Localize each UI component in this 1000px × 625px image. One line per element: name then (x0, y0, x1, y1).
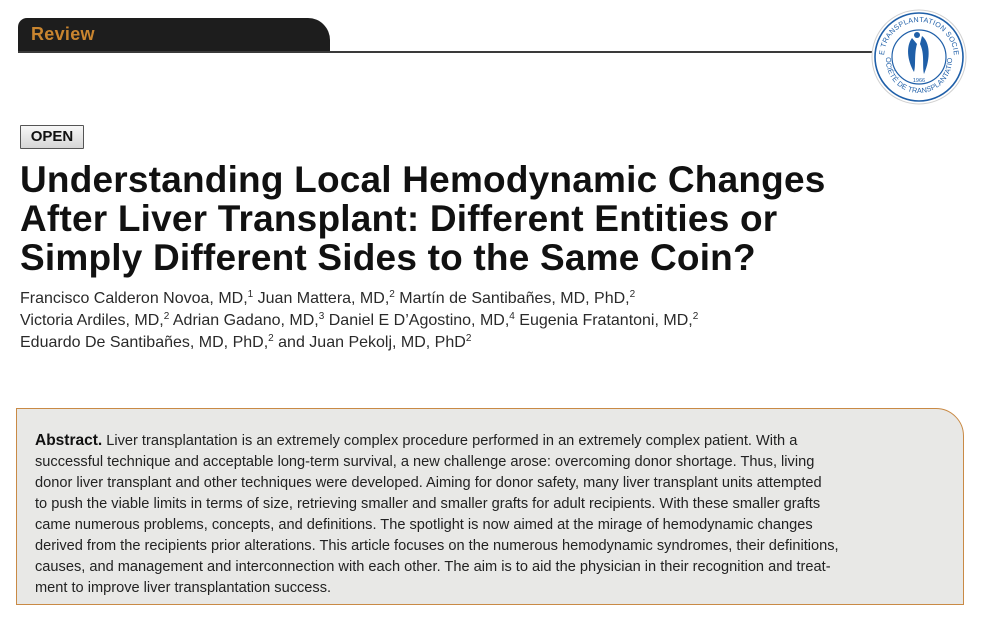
author-name: Eduardo De Santibañes, MD, PhD, (20, 334, 269, 351)
abstract-line: ment to improve liver transplantation success. (35, 580, 332, 596)
abstract-line-text: Liver transplantation is an extremely complex procedure performed in an extremely complex patient. With a (106, 433, 798, 449)
author-line (20, 332, 940, 354)
author-line (20, 288, 940, 310)
author-name: Adrian Gadano, MD, (172, 312, 319, 329)
author-name: Juan Mattera, MD, (257, 290, 390, 307)
title-line: After Liver Transplant: Different Entities or (20, 198, 778, 239)
affiliation-mark: 2 (268, 333, 274, 344)
affiliation-mark: 4 (509, 311, 515, 322)
author-name: Daniel E D’Agostino, MD, (328, 312, 510, 329)
author-name: Martín de Santibañes, MD, PhD, (399, 290, 630, 307)
affiliation-mark: 2 (465, 333, 472, 344)
abstract-line: causes, and management and interconnection with each other. The aim is to aid the physician in their recognition and treat- (35, 559, 831, 575)
header-divider (18, 51, 878, 53)
logo-ring-text-top: E TRANSPLANTATION SOCIE (877, 14, 962, 56)
transplantation-society-logo-icon (870, 8, 968, 106)
author-name: Francisco Calderon Novoa, MD, (20, 290, 248, 307)
section-header-bar (18, 18, 330, 51)
title-line: Understanding Local Hemodynamic Changes (20, 159, 826, 200)
abstract-line: successful technique and acceptable long-term survival, a new challenge arose: overcoming donor shortage. Thus, living (35, 454, 815, 470)
affiliation-mark: 2 (163, 311, 170, 322)
title-line: Simply Different Sides to the Same Coin? (20, 237, 756, 278)
abstract-label: Abstract. (35, 432, 103, 449)
abstract-line: came numerous problems, concepts, and definitions. The spotlight is now aimed at the mirage of hemodynamic changes (35, 517, 813, 533)
logo-ring-text-bottom: OCIÉTÉ DE TRANSPLANTATIO (883, 57, 955, 96)
affiliation-mark: 3 (318, 311, 325, 322)
abstract-line (35, 430, 953, 452)
logo-year: 1966 (912, 78, 926, 84)
affiliation-mark: 2 (629, 289, 636, 300)
affiliation-mark: 2 (692, 311, 699, 322)
abstract-text (35, 430, 953, 599)
author-list (20, 288, 940, 354)
author-name: and Juan Pekolj, MD, PhD (278, 334, 466, 351)
affiliation-mark: 2 (389, 289, 395, 300)
section-label: Review (31, 24, 95, 44)
author-line (20, 310, 940, 332)
article-title (20, 160, 920, 277)
abstract-box (16, 408, 964, 605)
author-name: Victoria Ardiles, MD, (20, 312, 164, 329)
abstract-line: to push the viable limits in terms of size, retrieving smaller and smaller grafts for adult recipients. With these smaller grafts (35, 496, 821, 512)
author-name: Eugenia Fratantoni, MD, (519, 312, 693, 329)
abstract-line: donor liver transplant and other techniques were developed. Aiming for donor safety, many liver transplant units attempted (35, 475, 822, 491)
open-access-badge: OPEN (20, 125, 84, 149)
abstract-line: derived from the recipients prior alterations. This article focuses on the numerous hemodynamic syndromes, their definitions, (35, 538, 839, 554)
affiliation-mark: 1 (247, 289, 254, 300)
